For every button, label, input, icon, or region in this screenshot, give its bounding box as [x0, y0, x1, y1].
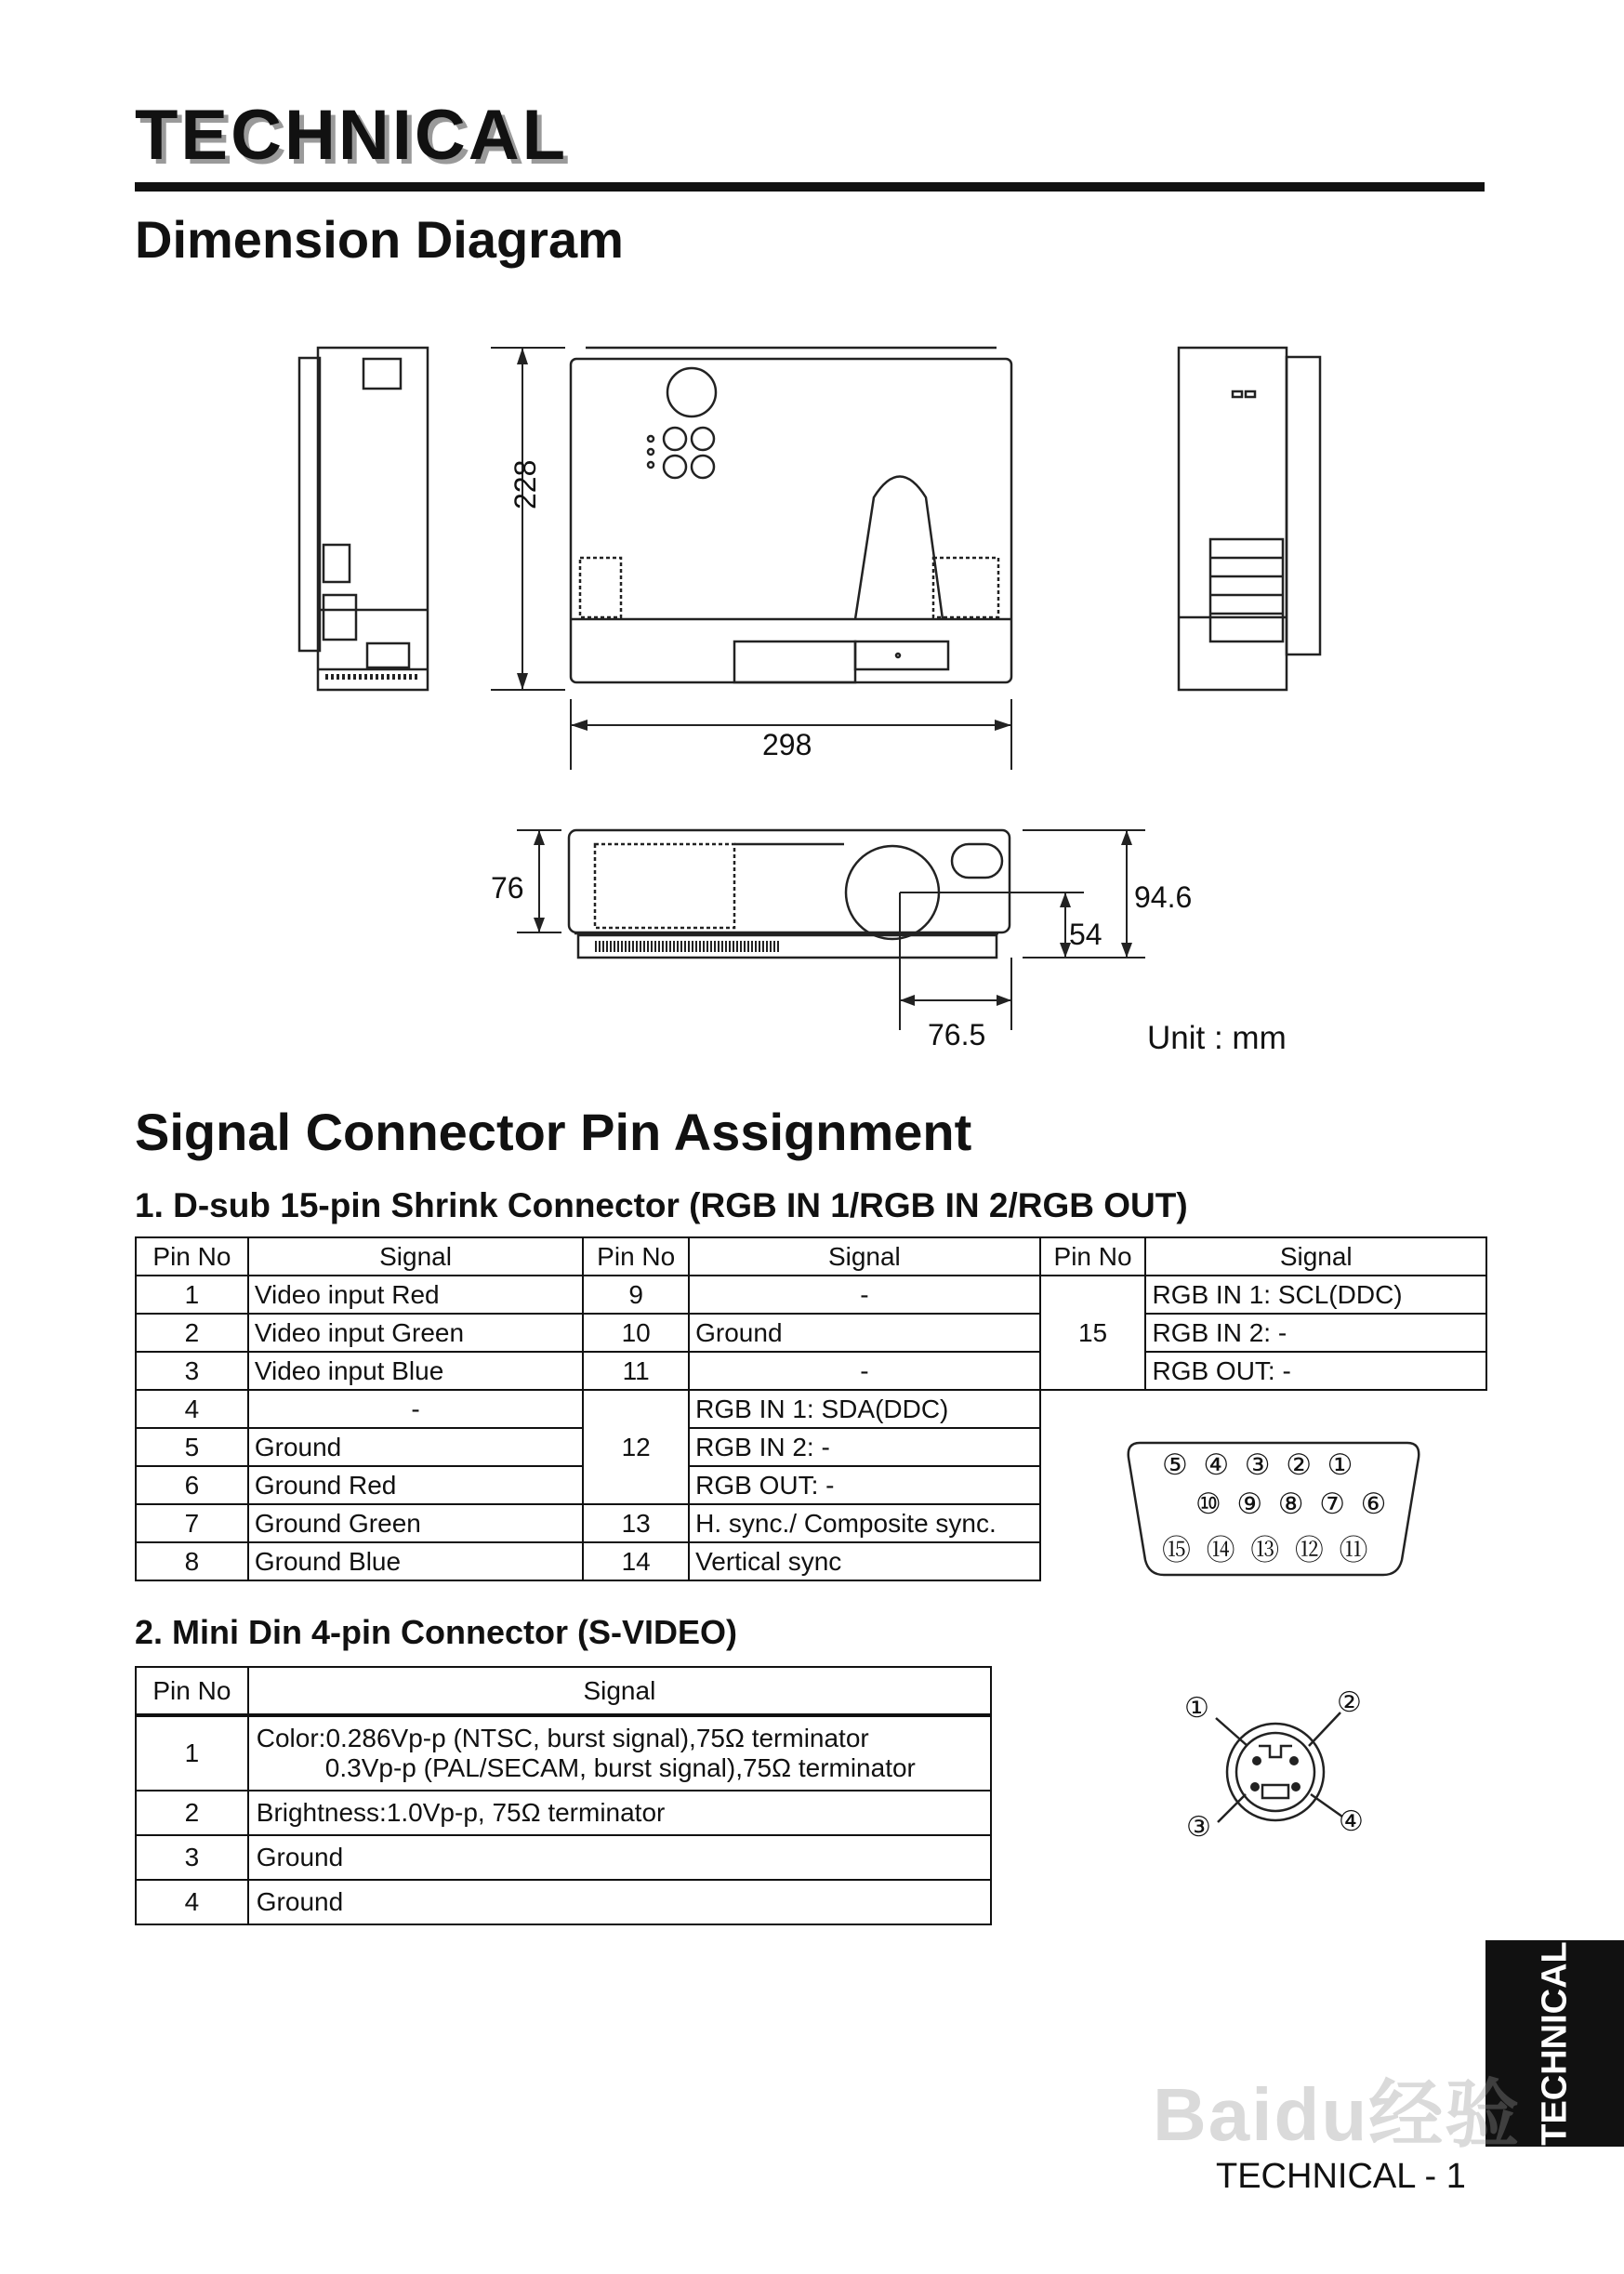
table-header-row: [136, 1237, 1486, 1276]
pin-cell: 7: [136, 1504, 248, 1542]
table-row: [136, 1835, 991, 1880]
pin-cell: 3: [136, 1835, 248, 1880]
signal-cell: -: [689, 1352, 1039, 1390]
signal-cell: H. sync./ Composite sync.: [689, 1504, 1039, 1542]
signal-cell: Ground: [248, 1835, 991, 1880]
page-title: TECHNICAL: [135, 96, 569, 175]
table-row: [136, 1715, 991, 1791]
pin-cell: 10: [583, 1314, 689, 1352]
pin-cell: 9: [583, 1276, 689, 1314]
dsub-heading: 1. D-sub 15-pin Shrink Connector (RGB IN 1/RGB IN 2/RGB OUT): [135, 1186, 1188, 1224]
header-signal: Signal: [1145, 1237, 1486, 1276]
svideo-pin-2-label: ②: [1337, 1687, 1362, 1718]
signal-cell: Ground: [248, 1880, 991, 1924]
signal-cell: -: [689, 1276, 1039, 1314]
signal-line-2: 0.3Vp-p (PAL/SECAM, burst signal),75Ω terminator: [324, 1753, 916, 1782]
table-row: [136, 1314, 1486, 1352]
signal-cell: RGB IN 2: -: [1145, 1314, 1486, 1352]
pin-cell: 1: [136, 1715, 248, 1791]
header-pin-no: Pin No: [1040, 1237, 1146, 1276]
header-signal: Signal: [689, 1237, 1039, 1276]
total-height-label: 94.6: [1134, 880, 1193, 914]
dimension-arrows: [517, 348, 1132, 1006]
pin-cell: 15: [1040, 1276, 1146, 1390]
page-footer: TECHNICAL - 1: [1216, 2157, 1466, 2196]
signal-cell: Ground Blue: [248, 1542, 583, 1580]
height-label: 76: [491, 871, 524, 905]
table-row: [136, 1791, 991, 1835]
signal-cell: RGB IN 1: SCL(DDC): [1145, 1276, 1486, 1314]
front-view: [569, 830, 1010, 958]
svideo-pin-table: [135, 1666, 992, 1925]
pin-cell: 14: [583, 1542, 689, 1580]
pin-cell: 1: [136, 1276, 248, 1314]
pin-cell: 8: [136, 1542, 248, 1580]
table-row: [136, 1352, 1486, 1390]
pin-cell: 4: [136, 1390, 248, 1428]
signal-cell: RGB IN 2: -: [689, 1428, 1039, 1466]
signal-cell: Video input Green: [248, 1314, 583, 1352]
pin-cell: 2: [136, 1314, 248, 1352]
signal-cell: Ground: [689, 1314, 1039, 1352]
dsub-pin-row-1: ⑤ ④ ③ ② ①: [1162, 1448, 1357, 1481]
pin-assignment-heading: Signal Connector Pin Assignment: [135, 1103, 972, 1161]
svideo-pin-1-label: ①: [1184, 1693, 1209, 1724]
watermark-logo: Baidu经验: [1153, 2073, 1522, 2156]
signal-cell: Ground Green: [248, 1504, 583, 1542]
pin-cell: 11: [583, 1352, 689, 1390]
pin-cell: 5: [136, 1428, 248, 1466]
signal-cell: RGB OUT: -: [1145, 1352, 1486, 1390]
header-pin-no: Pin No: [583, 1237, 689, 1276]
side-view-right: [1179, 348, 1320, 690]
dsub-pin-row-2: ⑩ ⑨ ⑧ ⑦ ⑥: [1195, 1487, 1391, 1520]
side-view-left: [299, 348, 428, 690]
table-header-row: [136, 1667, 991, 1715]
unit-label: Unit : mm: [1147, 1020, 1287, 1056]
dimension-diagram: [0, 0, 1624, 1116]
dimension-lines: [491, 348, 1145, 1030]
signal-cell: Ground: [248, 1428, 583, 1466]
top-view: [571, 348, 1011, 682]
signal-cell: [248, 1715, 991, 1791]
signal-cell: Video input Blue: [248, 1352, 583, 1390]
table-row: [136, 1390, 1486, 1428]
dsub-connector-diagram: [1121, 1437, 1426, 1579]
signal-cell: Video input Red: [248, 1276, 583, 1314]
depth-label: 228: [508, 459, 542, 509]
signal-line-1: Color:0.286Vp-p (NTSC, burst signal),75Ω terminator: [256, 1724, 869, 1752]
pin-cell: 6: [136, 1466, 248, 1504]
svideo-heading: 2. Mini Din 4-pin Connector (S-VIDEO): [135, 1613, 737, 1651]
signal-cell: Vertical sync: [689, 1542, 1039, 1580]
header-signal: Signal: [248, 1237, 583, 1276]
svideo-pin-3-label: ③: [1186, 1812, 1211, 1843]
pin-cell: 2: [136, 1791, 248, 1835]
pin-cell: 3: [136, 1352, 248, 1390]
width-label: 298: [762, 728, 812, 761]
dsub-pin-row-3: ⑮ ⑭ ⑬ ⑫ ⑪: [1162, 1534, 1372, 1567]
svideo-connector-diagram: [1181, 1687, 1376, 1843]
pin-cell: 13: [583, 1504, 689, 1542]
table-row: [136, 1276, 1486, 1314]
section-tab-label: TECHNICAL: [1535, 1941, 1574, 2146]
dimension-diagram-heading: Dimension Diagram: [135, 210, 624, 269]
header-signal: Signal: [248, 1667, 991, 1715]
pin-cell: 4: [136, 1880, 248, 1924]
signal-cell: RGB OUT: -: [689, 1466, 1039, 1504]
table-row: [136, 1880, 991, 1924]
signal-cell: Brightness:1.0Vp-p, 75Ω terminator: [248, 1791, 991, 1835]
signal-cell: RGB IN 1: SDA(DDC): [689, 1390, 1039, 1428]
svideo-pin-4-label: ④: [1339, 1806, 1364, 1837]
signal-cell: -: [248, 1390, 583, 1428]
header-pin-no: Pin No: [136, 1237, 248, 1276]
header-pin-no: Pin No: [136, 1667, 248, 1715]
signal-cell: Ground Red: [248, 1466, 583, 1504]
lens-height-label: 54: [1069, 918, 1102, 951]
lens-offset-label: 76.5: [928, 1018, 986, 1051]
pin-cell: 12: [583, 1390, 689, 1504]
